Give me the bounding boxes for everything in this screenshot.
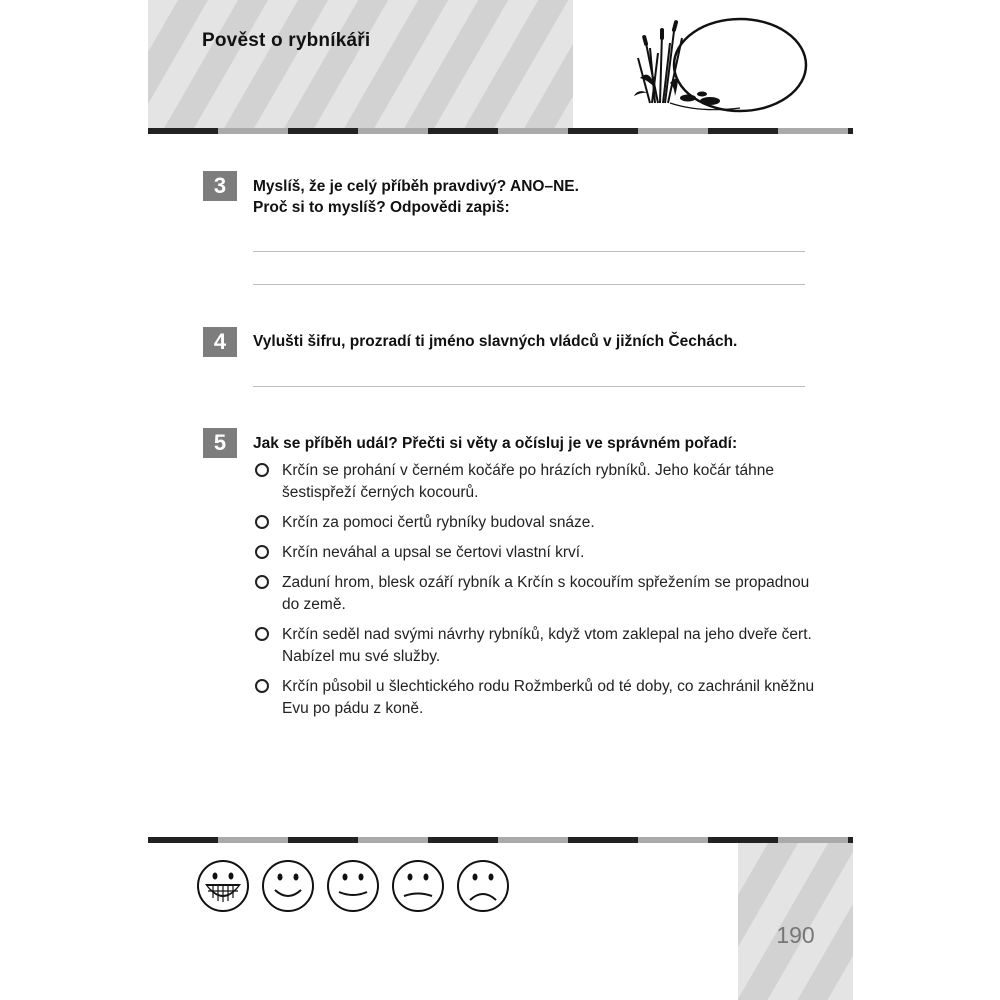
task-3-line-2: Proč si to myslíš? Odpovědi zapiš: bbox=[253, 199, 510, 216]
pond-with-reeds-icon bbox=[630, 8, 810, 118]
option-text: Krčín neváhal a upsal se čertovi vlastní krví. bbox=[282, 544, 585, 561]
order-circle[interactable] bbox=[255, 627, 269, 641]
slight-smile-face-icon[interactable] bbox=[328, 861, 378, 911]
ordering-options bbox=[255, 460, 815, 728]
order-circle[interactable] bbox=[255, 463, 269, 477]
option-text: Krčín působil u šlechtického rodu Rožmberků od té doby, co zachránil kněžnu Evu po pádu z koně. bbox=[282, 678, 815, 717]
task-5-question: Jak se příběh udál? Přečti si věty a očísluj je ve správném pořadí: bbox=[253, 435, 738, 452]
big-grin-face-icon[interactable] bbox=[198, 861, 248, 911]
option-text: Krčín seděl nad svými návrhy rybníků, když vtom zaklepal na jeho dveře čert. Nabízel mu své služby. bbox=[282, 626, 812, 665]
list-item bbox=[255, 676, 815, 720]
option-text: Krčín se prohání v černém kočáře po hrázích rybníků. Jeho kočár táhne šestispřeží černých kocourů. bbox=[282, 462, 774, 501]
task-number-4: 4 bbox=[203, 327, 237, 357]
sad-face-icon[interactable] bbox=[458, 861, 508, 911]
task-3-line-1: Myslíš, že je celý příběh pravdivý? ANO–NE. bbox=[253, 178, 579, 195]
task-number-5: 5 bbox=[203, 428, 237, 458]
list-item bbox=[255, 512, 815, 534]
order-circle[interactable] bbox=[255, 679, 269, 693]
neutral-face-icon[interactable] bbox=[393, 861, 443, 911]
order-circle[interactable] bbox=[255, 575, 269, 589]
page-title: Pověst o rybníkáři bbox=[202, 30, 371, 51]
order-circle[interactable] bbox=[255, 515, 269, 529]
list-item bbox=[255, 624, 815, 668]
header-banner bbox=[148, 0, 573, 128]
answer-line[interactable] bbox=[253, 284, 805, 285]
answer-line[interactable] bbox=[253, 386, 805, 387]
task-3-question bbox=[253, 176, 579, 218]
list-item bbox=[255, 542, 815, 564]
task-number-3: 3 bbox=[203, 171, 237, 201]
header-stripe bbox=[148, 128, 853, 134]
self-assessment-faces bbox=[196, 858, 526, 914]
option-text: Zaduní hrom, blesk ozáří rybník a Krčín s kocouřím spřežením se propadnou do země. bbox=[282, 574, 810, 613]
option-text: Krčín za pomoci čertů rybníky budoval snáze. bbox=[282, 514, 595, 531]
answer-line[interactable] bbox=[253, 251, 805, 252]
page-number: 190 bbox=[776, 922, 815, 948]
list-item bbox=[255, 572, 815, 616]
task-4-question: Vylušti šifru, prozradí ti jméno slavných vládců v jižních Čechách. bbox=[253, 333, 738, 350]
list-item bbox=[255, 460, 815, 504]
smile-face-icon[interactable] bbox=[263, 861, 313, 911]
order-circle[interactable] bbox=[255, 545, 269, 559]
